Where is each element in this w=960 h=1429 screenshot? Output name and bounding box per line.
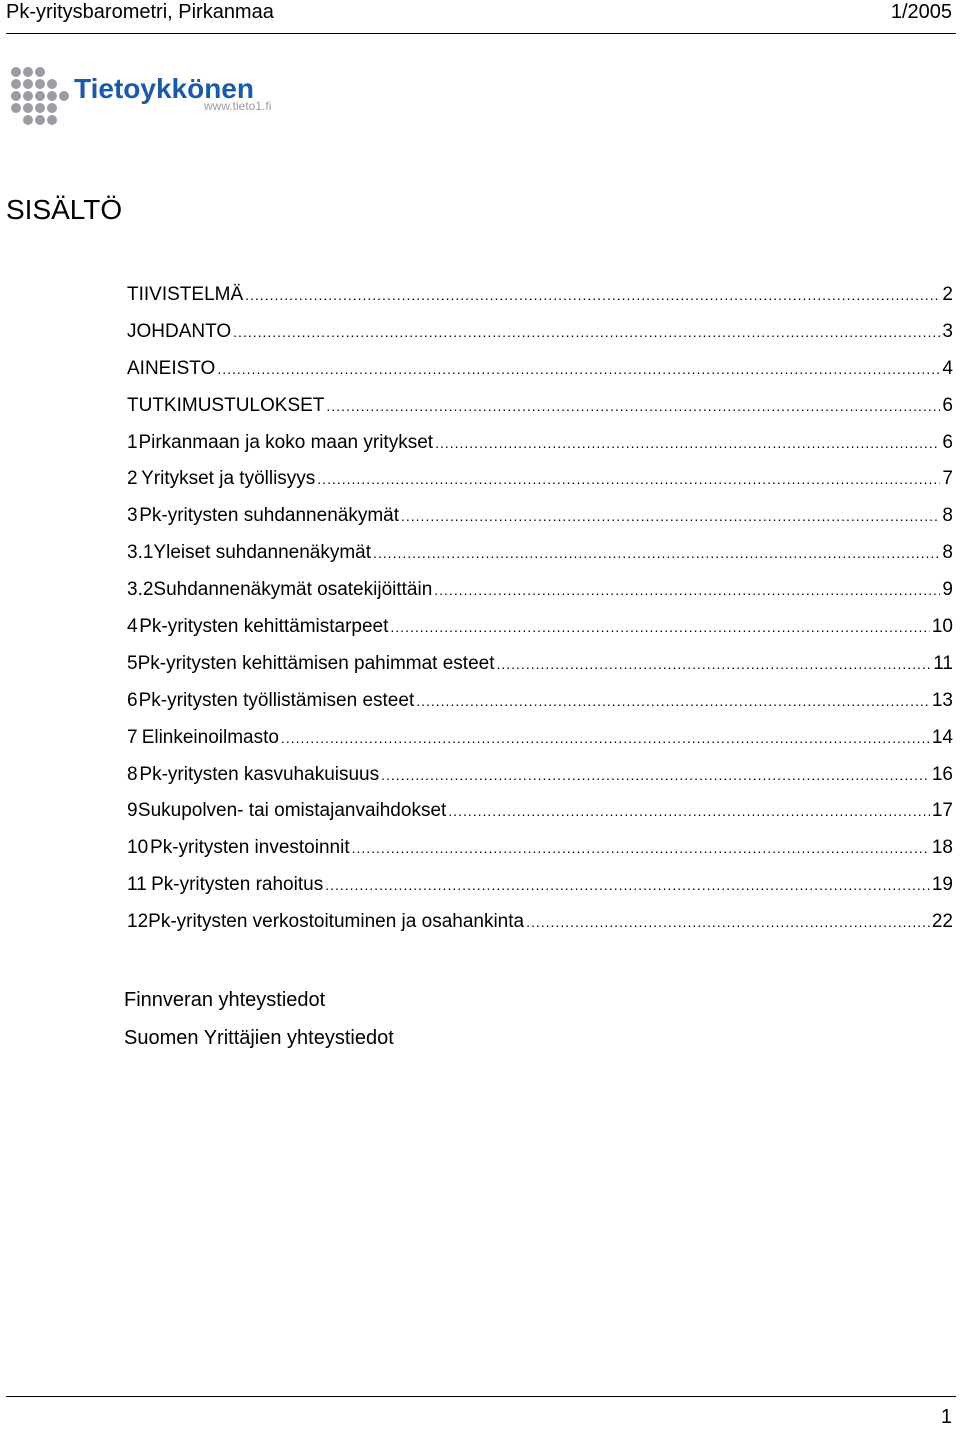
toc-dot-leader [435, 435, 940, 451]
toc-entry-label: Pk-yritysten kasvuhakuisuus [139, 763, 380, 785]
toc-dot-leader [390, 619, 929, 635]
toc-entry-number: 10 [127, 837, 149, 859]
toc-dot-leader [325, 877, 930, 893]
toc-entry[interactable] [127, 727, 953, 764]
toc-dot-leader [217, 361, 940, 377]
toc-entry-page: 2 [942, 284, 953, 305]
finnvera-contacts-link[interactable]: Finnveran yhteystiedot [124, 989, 326, 1011]
toc-entry-label: Elinkeinoilmasto [141, 726, 279, 748]
toc-entry[interactable] [127, 284, 953, 321]
toc-entry-label: Pirkanmaan ja koko maan yritykset [138, 431, 434, 453]
toc-entry-page: 7 [942, 468, 953, 490]
toc-entry-page: 6 [942, 394, 953, 416]
header-title: Pk-yritysbarometri, Pirkanmaa [6, 1, 274, 23]
logo-url: www.tieto1.fi [204, 99, 272, 113]
toc-entry-label: Suhdannenäkymät osatekijöittäin [153, 579, 433, 601]
toc-entry-label: Sukupolven- tai omistajanvaihdokset [137, 800, 447, 822]
page-header [6, 0, 956, 34]
toc-entry-number: 9 [127, 800, 138, 822]
toc-entry-page: 14 [931, 726, 953, 748]
toc-entry[interactable] [127, 395, 953, 432]
toc-entry-page: 9 [942, 579, 953, 601]
toc-entry[interactable] [127, 542, 953, 579]
suomen-yrittajat-contacts-link[interactable]: Suomen Yrittäjien yhteystiedot [124, 1027, 394, 1049]
toc-entry-number: 3 [127, 505, 138, 527]
toc-entry-number: 7 [127, 726, 138, 748]
toc-dot-leader [326, 398, 940, 414]
page-title: SISÄLTÖ [6, 194, 123, 225]
toc-entry[interactable] [127, 505, 953, 542]
toc-dot-leader [233, 324, 940, 340]
toc-dot-leader [497, 656, 932, 672]
toc-entry[interactable] [127, 653, 953, 690]
toc-entry-label: Pk-yritysten työllistämisen esteet [138, 689, 415, 711]
toc-entry-label: Yleiset suhdannenäkymät [153, 542, 372, 564]
toc-dot-leader [317, 471, 940, 487]
logo-dots-icon [8, 64, 308, 126]
toc-dot-leader [434, 582, 940, 598]
toc-entry-label: Pk-yritysten rahoitus [151, 874, 324, 896]
toc-entry-label: Pk-yritysten kehittämisen pahimmat esteet [137, 652, 495, 674]
toc-entry-page: 22 [931, 911, 953, 933]
toc-entry-number: 4 [127, 616, 138, 638]
toc-dot-leader [381, 767, 930, 783]
toc-entry[interactable] [127, 911, 953, 948]
toc-entry-number: 3.1 [127, 542, 154, 564]
toc-entry-number: 5 [127, 652, 138, 674]
toc-dot-leader [281, 730, 930, 746]
footer-divider [6, 1396, 956, 1397]
toc-entry[interactable] [127, 321, 953, 358]
toc-entry-label: TUTKIMUSTULOKSET [127, 394, 325, 416]
toc-entry-page: 16 [931, 763, 953, 785]
toc-entry[interactable] [127, 690, 953, 727]
toc-entry-page: 3 [942, 320, 953, 342]
toc-entry-number: 11 [127, 874, 147, 896]
header-issue: 1/2005 [890, 1, 952, 23]
toc-entry-page: 11 [933, 652, 953, 674]
toc-entry[interactable] [127, 358, 953, 395]
logo-wordmark: Tietoykkönen [74, 73, 254, 104]
toc-entry-label: Yritykset ja työllisyys [141, 468, 316, 490]
toc-entry-page: 18 [931, 837, 953, 859]
page-number: 1 [940, 1406, 952, 1428]
toc-entry-page: 13 [931, 689, 953, 711]
toc-dot-leader [373, 545, 940, 561]
toc-entry[interactable] [127, 579, 953, 616]
toc-entry-number: 8 [127, 763, 138, 785]
toc-entry-page: 10 [931, 616, 953, 638]
toc-entry-page: 8 [942, 505, 953, 527]
toc-entry-label: Pk-yritysten verkostoituminen ja osahankinta [148, 911, 525, 933]
toc-entry-page: 19 [931, 874, 953, 896]
toc-dot-leader [416, 693, 930, 709]
toc-entry-label: JOHDANTO [127, 320, 232, 342]
toc-entry[interactable] [127, 432, 953, 469]
toc-entry-label: AINEISTO [127, 357, 216, 379]
toc-dot-leader [352, 840, 930, 856]
toc-entry-label: Pk-yritysten suhdannenäkymät [139, 505, 399, 527]
toc-dot-leader [526, 914, 930, 930]
toc-entry-page: 8 [942, 542, 953, 564]
toc-entry-page: 17 [931, 800, 953, 822]
toc-entry-label: TIIVISTELMÄ [127, 284, 244, 305]
table-of-contents [127, 284, 953, 948]
toc-entry[interactable] [127, 874, 953, 911]
toc-entry-label: Pk-yritysten kehittämistarpeet [139, 616, 389, 638]
toc-entry-number: 12 [127, 911, 149, 933]
toc-entry[interactable] [127, 764, 953, 801]
toc-entry-label: Pk-yritysten investoinnit [150, 837, 350, 859]
toc-entry[interactable] [127, 468, 953, 505]
tietoykkonen-logo [8, 64, 308, 126]
toc-entry[interactable] [127, 800, 953, 837]
toc-entry-page: 4 [942, 357, 953, 379]
toc-entry-number: 3.2 [127, 579, 154, 601]
toc-entry-number: 6 [127, 689, 138, 711]
toc-entry[interactable] [127, 616, 953, 653]
toc-entry-number: 1 [127, 431, 138, 453]
toc-dot-leader [245, 287, 940, 303]
toc-entry-page: 6 [942, 431, 953, 453]
toc-dot-leader [448, 803, 930, 819]
toc-entry[interactable] [127, 837, 953, 874]
toc-entry-number: 2 [127, 468, 138, 490]
toc-dot-leader [401, 508, 940, 524]
